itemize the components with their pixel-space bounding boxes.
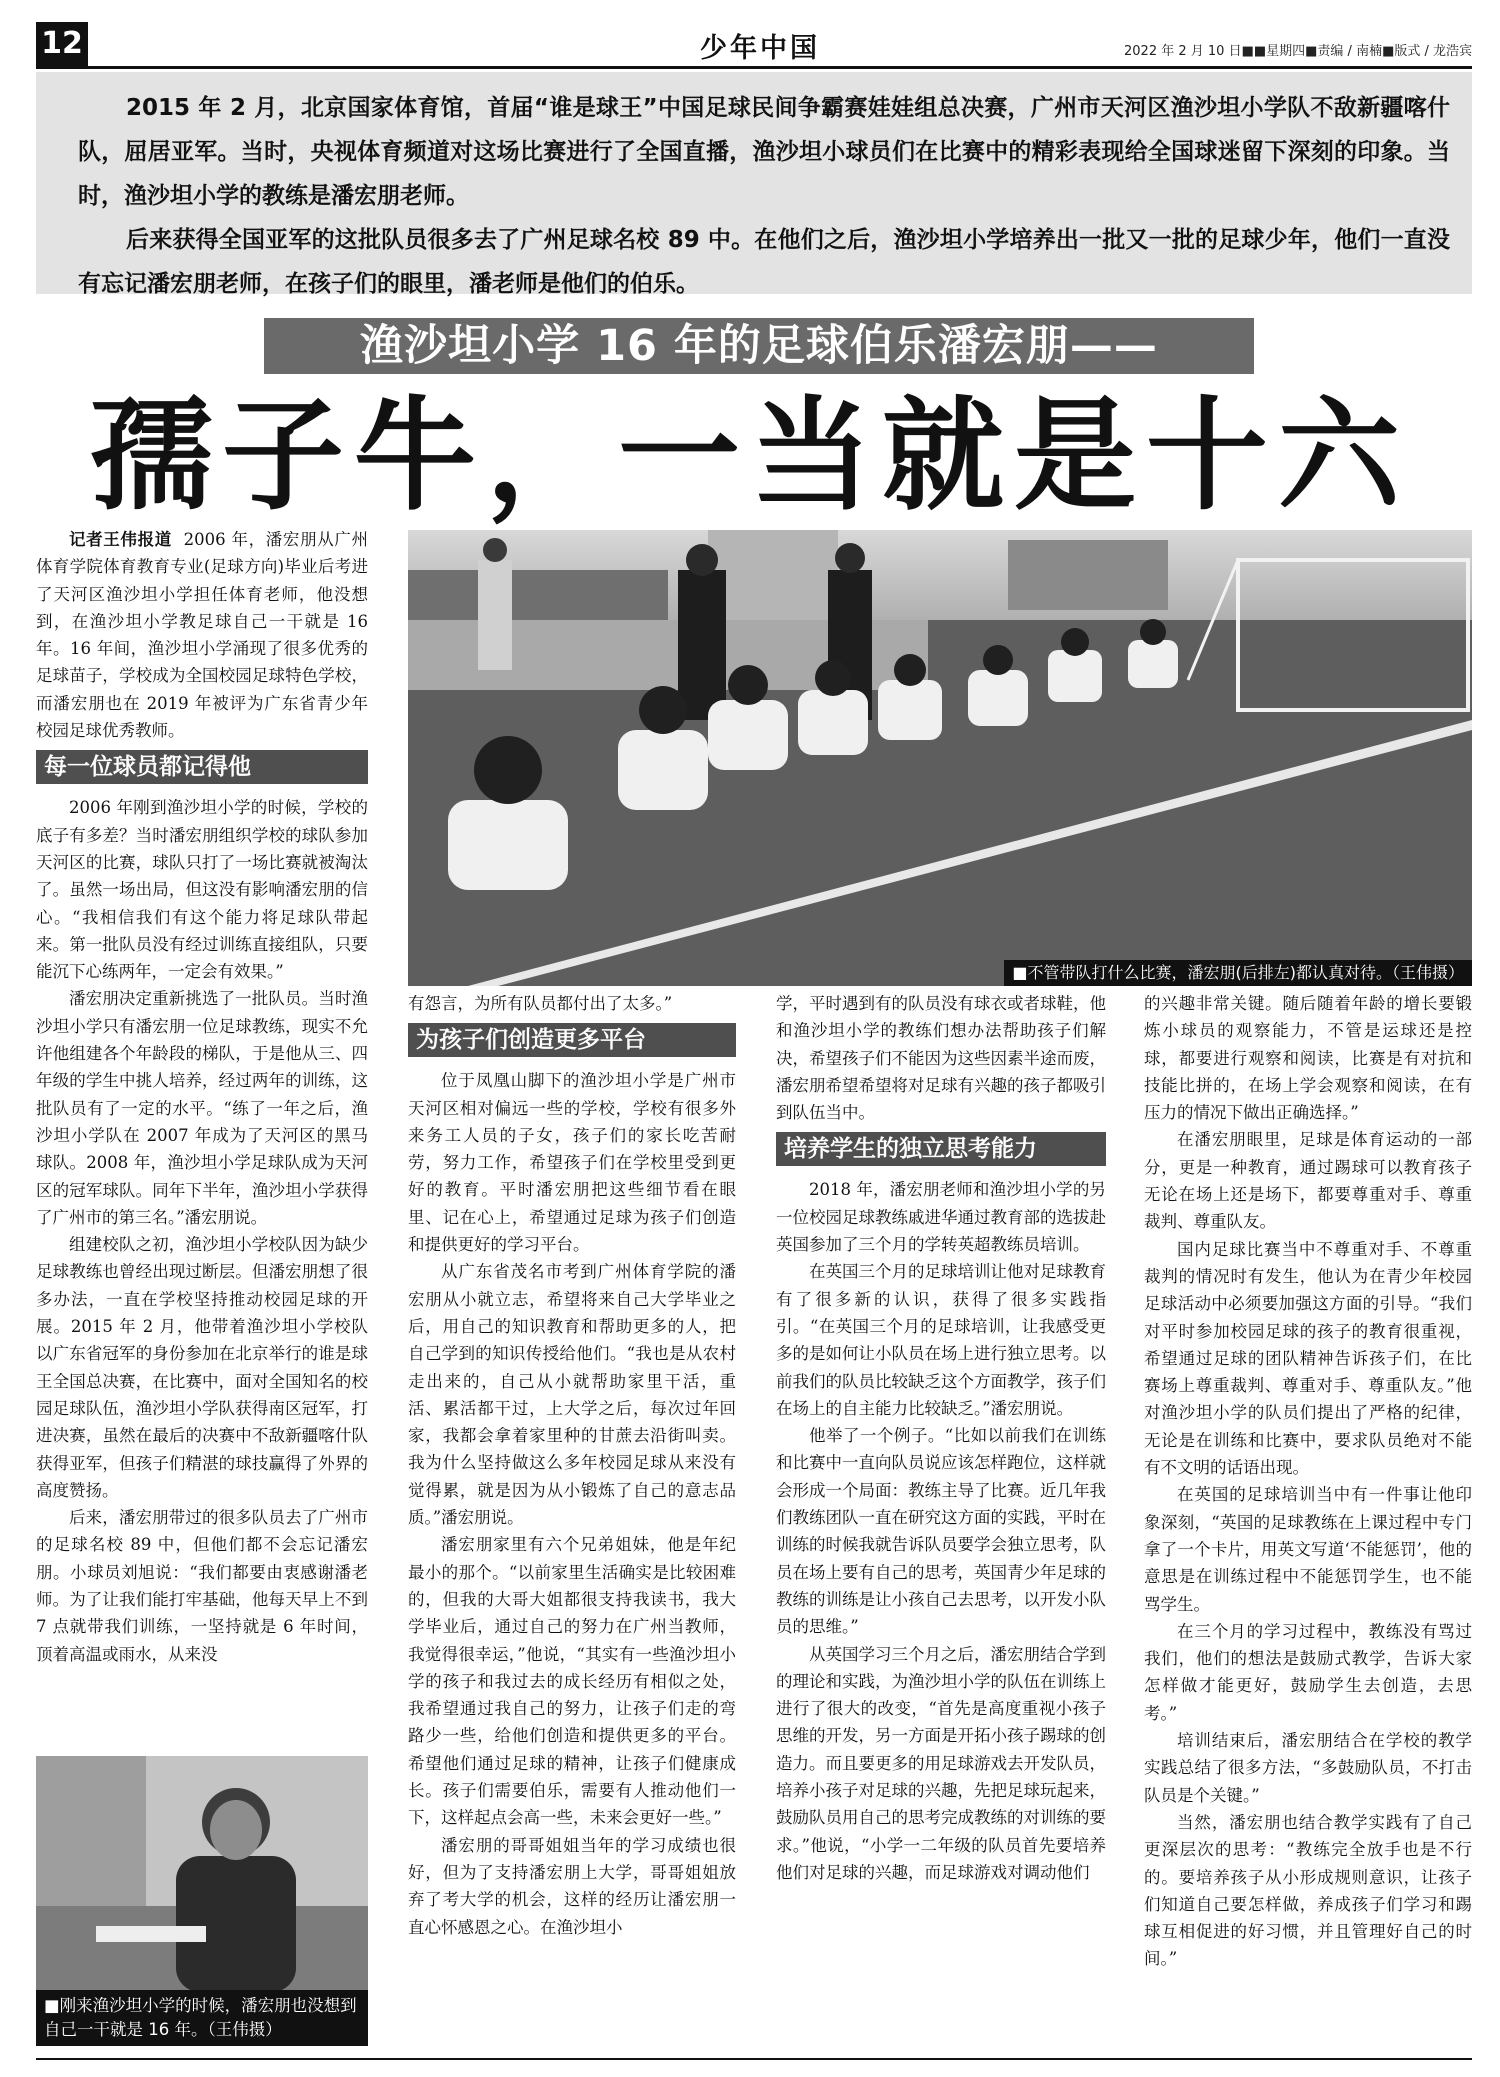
section-title: 少年中国 bbox=[700, 33, 820, 64]
paragraph: 在三个月的学习过程中，教练没有骂过我们，他们的想法是鼓励式教学，告诉大家怎样做才能更好，鼓励学生去创造，去思考。” bbox=[1144, 1621, 1472, 1723]
paragraph: 2006 年刚到渔沙坦小学的时候，学校的底子有多差？当时潘宏朋组织学校的球队参加天河区的比赛，球队只打了一场比赛就被淘汰了。虽然一场出局，但这没有影响潘宏朋的信心。“我相信我们有这个能力将足球队带起来。第一批队员没有经过训练直接组队，只要能沉下心练两年，一定会有效果。” bbox=[36, 798, 368, 982]
paragraph: 学，平时遇到有的队员没有球衣或者球鞋，他和渔沙坦小学的教练们想办法帮助孩子们解决，希望孩子们不能因为这些因素半途而废，潘宏朋希望希望将对足球有兴趣的孩子都吸引到队伍当中。 bbox=[776, 994, 1106, 1123]
paragraph: 潘宏朋决定重新挑选了一批队员。当时渔沙坦小学只有潘宏朋一位足球教练，现实不允许他组建各个年龄段的梯队，于是他从三、四年级的学生中挑人培养，经过两年的训练，这批队员有了一定的水平。“练了一年之后，渔沙坦小学队在 2007 年成为了天河区的黑马球队。2008 年，渔沙坦小学足球队成为天河区的冠军球队。同年下半年，渔沙坦小学获得了广州市的第三名。”潘宏朋说。 bbox=[36, 989, 368, 1227]
kicker-title: 渔沙坦小学 16 年的足球伯乐潘宏朋—— bbox=[264, 318, 1254, 374]
column-1 bbox=[36, 526, 368, 1668]
main-photo-caption: ■不管带队打什么比赛，潘宏朋(后排左)都认真对待。（王伟摄） bbox=[1004, 960, 1472, 986]
main-photo bbox=[408, 530, 1472, 986]
paragraph: 从广东省茂名市考到广州体育学院的潘宏朋从小就立志，希望将来自己大学毕业之后，用自己的知识教育和帮助更多的人，把自己学到的知识传授给他们。“我也是从农村走出来的，自己从小就帮助家里干活，重活、累活都干过，上大学之后，每次过年回家，我都会拿着家里种的甘蔗去沿街叫卖。我为什么坚持做这么多年校园足球从来没有觉得累，就是因为从小锻炼了自己的意志品质。”潘宏朋说。 bbox=[408, 1262, 736, 1528]
intro-paragraph: 后来获得全国亚军的这批队员很多去了广州足球名校 89 中。在他们之后，渔沙坦小学培养出一批又一批的足球少年，他们一直没有忘记潘宏朋老师，在孩子们的眼里，潘老师是他们的伯乐。 bbox=[78, 227, 1450, 297]
paragraph: 在英国三个月的足球培训让他对足球教育有了很多新的认识，获得了很多实践指引。“在英国三个月的足球培训，让我感受更多的是如何让小队员在场上进行独立思考。以前我们的队员比较缺乏这个方面教学，孩子们在场上的自主能力比较缺乏。”潘宏朋说。 bbox=[776, 1262, 1106, 1418]
subhead-independent-thinking: 培养学生的独立思考能力 bbox=[776, 1132, 1106, 1166]
bottom-rule bbox=[36, 2058, 1472, 2060]
issue-meta: 2022 年 2 月 10 日■■星期四■责编 / 南楠■版式 / 龙浩宾 bbox=[1124, 44, 1472, 59]
portrait-photo bbox=[36, 1756, 368, 1992]
paragraph: 后来，潘宏朋带过的很多队员去了广州市的足球名校 89 中，但他们都不会忘记潘宏朋。小球员刘旭说：“我们都要由衷感谢潘老师。为了让我们能打牢基础，他每天早上不到 7 点就带我们训练，一坚持就是 6 年时间，顶着高温或雨水，从来没 bbox=[36, 1508, 368, 1664]
paragraph: 在英国的足球培训当中有一件事让他印象深刻，“英国的足球教练在上课过程中专门拿了一个卡片，用英文写道‘不能惩罚’，他的意思是在训练过程中不能惩罚学生，也不能骂学生。 bbox=[1144, 1485, 1472, 1614]
paragraph: 他举了一个例子。“比如以前我们在训练和比赛中一直向队员说应该怎样跑位，这样就会形成一个局面：教练主导了比赛。近几年我们教练团队一直在研究这方面的实践，平时在训练的时候我就告诉队员要学会独立思考，队员在场上要有自己的思考，英国青少年足球的教练的训练是让小孩自己去思考，以开发小队员的思维。” bbox=[776, 1426, 1106, 1637]
headline: 孺子牛，一当就是十六 bbox=[90, 383, 1410, 527]
portrait-image bbox=[36, 1756, 368, 1992]
column-2 bbox=[408, 990, 736, 1941]
paragraph: 位于凤凰山脚下的渔沙坦小学是广州市天河区相对偏远一些的学校，学校有很多外来务工人员的子女，孩子们的家长吃苦耐劳，努力工作，希望孩子们在学校里受到更好的教育。平时潘宏朋把这些细节看在眼里、记在心上，希望通过足球为孩子们创造和提供更好的学习平台。 bbox=[408, 1071, 736, 1255]
portrait-caption: ■刚来渔沙坦小学的时候，潘宏朋也没想到自己一干就是 16 年。（王伟摄） bbox=[36, 1990, 368, 2046]
byline: 记者王伟报道 bbox=[69, 530, 172, 549]
paragraph: 当然，潘宏朋也结合教学实践有了自己更深层次的思考：“教练完全放手也是不行的。要培养孩子从小形成规则意识，让孩子们知道自己要怎样做，养成孩子们学习和踢球互相促进的好习惯，并且管理好自己的时间。” bbox=[1144, 1812, 1472, 1969]
paragraph: 的兴趣非常关键。随后随着年龄的增长要锻炼小球员的观察能力，不管是运球还是控球，都要进行观察和阅读，比赛是有对抗和技能比拼的，在场上学会观察和阅读，在有压力的情况下做出正确选择。” bbox=[1144, 994, 1472, 1123]
paragraph: 培训结束后，潘宏朋结合在学校的教学实践总结了很多方法，“多鼓励队员，不打击队员是个关键。” bbox=[1144, 1731, 1472, 1805]
lead-paragraph bbox=[36, 526, 368, 744]
paragraph: 从英国学习三个月之后，潘宏朋结合学到的理论和实践，为渔沙坦小学的队伍在训练上进行了很大的改变，“首先是高度重视小孩子思维的开发，另一方面是开拓小孩子踢球的创造力。而且要更多的用足球游戏去开发队员，培养小孩子对足球的兴趣，先把足球玩起来，鼓励队员用自己的思考完成教练的对训练的要求。”他说，“小学一二年级的队员首先要培养他们对足球的兴趣，而足球游戏对调动他们 bbox=[776, 1644, 1106, 1882]
subhead-every-player: 每一位球员都记得他 bbox=[36, 750, 368, 784]
column-4 bbox=[1144, 990, 1472, 1973]
paragraph: 国内足球比赛当中不尊重对手、不尊重裁判的情况时有发生，他认为在青少年校园足球活动中必须要加强这方面的引导。“我们对平时参加校园足球的孩子的教育很重视，希望通过足球的团队精神告诉孩子们，在比赛场上尊重裁判、尊重对手、尊重队友。”他对渔沙坦小学的队员们提出了严格的纪律，无论是在训练和比赛中，要求队员绝对不能有不文明的话语出现。 bbox=[1144, 1239, 1472, 1478]
paragraph: 潘宏朋的哥哥姐姐当年的学习成绩也很好，但为了支持潘宏朋上大学，哥哥姐姐放弃了考大学的机会，这样的经历让潘宏朋一直心怀感恩之心。在渔沙坦小 bbox=[408, 1835, 736, 1937]
intro-paragraph: 2015 年 2 月，北京国家体育馆，首届“谁是球王”中国足球民间争霸赛娃娃组总决赛，广州市天河区渔沙坦小学队不敌新疆喀什队，屈居亚军。当时，央视体育频道对这场比赛进行了全国直播，渔沙坦小球员们在比赛中的精彩表现给全国球迷留下深刻的印象。当时，渔沙坦小学的教练是潘宏朋老师。 bbox=[78, 95, 1450, 209]
paragraph: 2018 年，潘宏朋老师和渔沙坦小学的另一位校园足球教练戚进华通过教育部的选拔赴英国参加了三个月的学转英超教练员培训。 bbox=[776, 1180, 1106, 1255]
column-3 bbox=[776, 990, 1106, 1886]
paragraph: 组建校队之初，渔沙坦小学校队因为缺少足球教练也曾经出现过断层。但潘宏朋想了很多办法，一直在学校坚持推动校园足球的开展。2015 年 2 月，他带着渔沙坦小学校队以广东省冠军的身份参加在北京举行的谁是球王全国总决赛，在比赛中，面对全国知名的校园足球队伍，渔沙坦小学队获得南区冠军，打进决赛，虽然在最后的决赛中不敌新疆喀什队获得亚军，但孩子们精湛的球技赢得了外界的高度赞扬。 bbox=[36, 1235, 368, 1500]
subhead-more-platforms: 为孩子们创造更多平台 bbox=[408, 1023, 736, 1057]
paragraph: 有怨言，为所有队员都付出了太多。” bbox=[408, 994, 673, 1013]
lead-text: 2006 年，潘宏朋从广州体育学院体育教育专业(足球方向)毕业后考进了天河区渔沙坦小学担任体育老师，他没想到，在渔沙坦小学教足球自己一干就是 16 年。16 年间，渔沙坦小学涌现了很多优秀的足球苗子，学校成为全国校园足球特色学校，而潘宏朋也在 2019 年被评为广东省青少年校园足球优秀教师。 bbox=[36, 530, 368, 741]
header-rule bbox=[36, 66, 1472, 69]
training-field-image bbox=[408, 530, 1472, 986]
paragraph: 在潘宏朋眼里，足球是体育运动的一部分，更是一种教育，通过踢球可以教育孩子无论在场上还是场下，都要尊重对手、尊重裁判、尊重队友。 bbox=[1144, 1130, 1472, 1232]
paragraph: 潘宏朋家里有六个兄弟姐妹，他是年纪最小的那个。“以前家里生活确实是比较困难的，但我的大哥大姐都很支持我读书，我大学毕业后，通过自己的努力在广州当教师，我觉得很幸运，”他说，“其实有一些渔沙坦小学的孩子和我过去的成长经历有相似之处，我希望通过我自己的努力，让孩子们走的弯路少一些，给他们创造和提供更多的平台。希望他们通过足球的精神，让孩子们健康成长。孩子们需要伯乐，需要有人推动他们一下，这样起点会高一些，未来会更好一些。” bbox=[408, 1535, 736, 1828]
page-number: 12 bbox=[36, 22, 88, 66]
intro-box bbox=[36, 72, 1472, 297]
